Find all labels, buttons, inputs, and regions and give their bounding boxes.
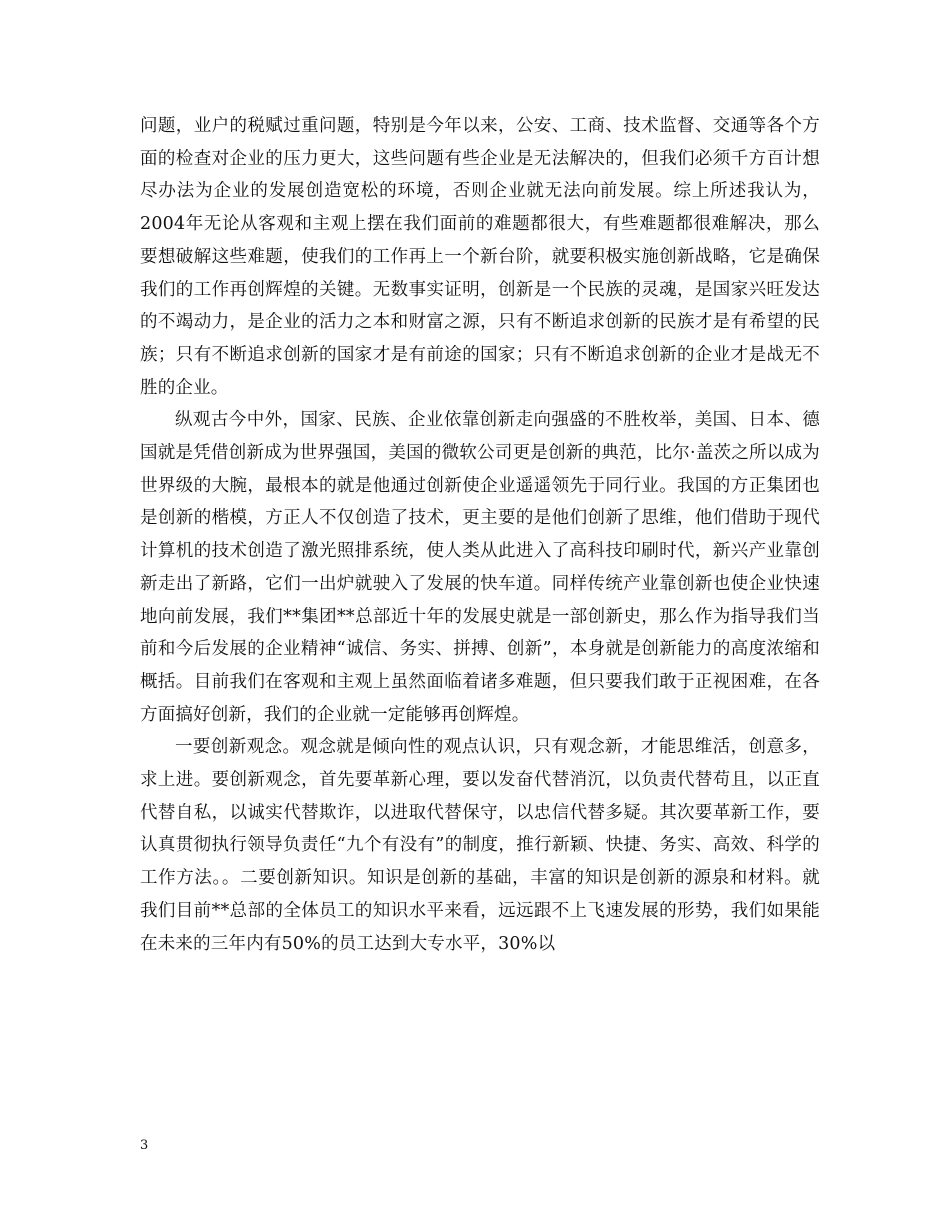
- document-body: [140, 110, 820, 960]
- paragraph-innovation-concepts: 一要创新观念。观念就是倾向性的观点认识，只有观念新，才能思维活，创意多，求上进。要创新观念，首先要革新心理，要以发奋代替消沉，以负责代替苟且，以正直代替自私，以诚实代替欺诈，以进取代替保守，以忠信代替多疑。其次要革新工作，要认真贯彻执行领导负责任“九个有没有”的制度，推行新颖、快捷、务实、高效、科学的工作方法。。二要创新知识。知识是创新的基础，丰富的知识是创新的源泉和材料。就我们目前**总部的全体员工的知识水平来看，远远跟不上飞速发展的形势，我们如果能在未来的三年内有50%的员工达到大专水平，30%以: [140, 737, 820, 954]
- paragraph-innovation-examples: 纵观古今中外，国家、民族、企业依靠创新走向强盛的不胜枚举，美国、日本、德国就是凭借创新成为世界强国，美国的微软公司更是创新的典范，比尔·盖茨之所以成为世界级的大腕，最根本的就是他通过创新使企业遥遥领先于同行业。我国的方正集团也是创新的楷模，方正人不仅创造了技术，更主要的是他们创新了思维，他们借助于现代计算机的技术创造了激光照排系统，使人类从此进入了高科技印刷时代，新兴产业靠创新走出了新路，它们一出炉就驶入了发展的快车道。同样传统产业靠创新也使企业快速地向前发展，我们**集团**总部近十年的发展史就是一部创新史，那么作为指导我们当前和今后发展的企业精神“诚信、务实、拼搏、创新”，本身就是创新能力的高度浓缩和概括。目前我们在客观和主观上虽然面临着诸多难题，但只要我们敢于正视困难，在各方面搞好创新，我们的企业就一定能够再创辉煌。: [140, 410, 820, 725]
- page-number: 3: [140, 1138, 149, 1153]
- paragraph-continuation: 问题，业户的税赋过重问题，特别是今年以来，公安、工商、技术监督、交通等各个方面的检查对企业的压力更大，这些问题有些企业是无法解决的，但我们必须千方百计想尽办法为企业的发展创造宽松的环境，否则企业就无法向前发展。综上所述我认为，2004年无论从客观和主观上摆在我们面前的难题都很大，有些难题都很难解决，那么要想破解这些难题，使我们的工作再上一个新台阶，就要积极实施创新战略，它是确保我们的工作再创辉煌的关键。无数事实证明，创新是一个民族的灵魂，是国家兴旺发达的不竭动力，是企业的活力之本和财富之源，只有不断追求创新的民族才是有希望的民族；只有不断追求创新的国家才是有前途的国家；只有不断追求创新的企业才是战无不胜的企业。: [140, 116, 820, 398]
